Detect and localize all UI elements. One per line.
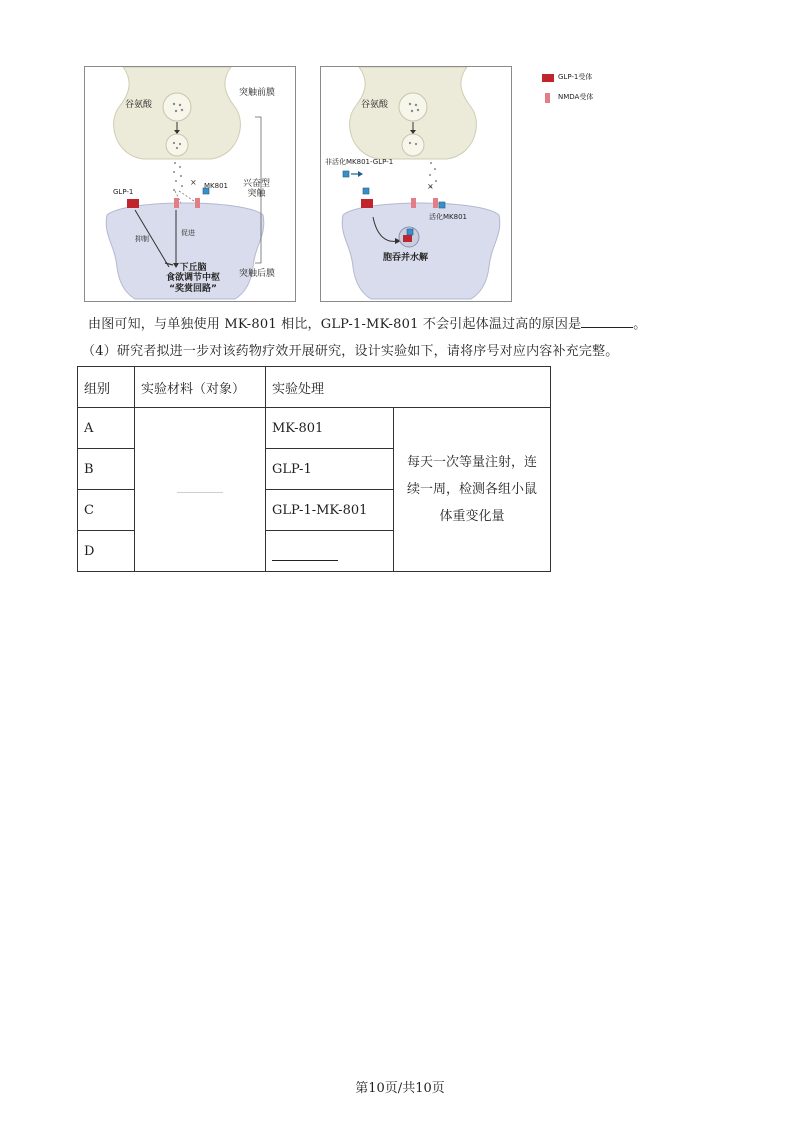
synapse-diagram-right [321, 67, 511, 301]
header-treatment: 实验处理 [266, 367, 551, 408]
legend-label: NMDA受体 [558, 93, 594, 101]
treatment-cell [266, 531, 394, 572]
active-mk801-label: 活化MK801 [429, 213, 467, 221]
figure-panel-left [84, 66, 296, 302]
header-group: 组别 [78, 367, 135, 408]
hypothalamus-label: 下丘脑 食欲调节中枢 “奖赏回路” [165, 263, 220, 294]
endocytosis-label: 胞吞并水解 [383, 253, 429, 263]
treatment-cell: MK-801 [266, 408, 394, 449]
glp1-label: GLP-1 [113, 188, 134, 196]
mk801-label: MK801 [204, 182, 228, 190]
treatment-cell: GLP-1-MK-801 [266, 490, 394, 531]
nmda-receptor-swatch-icon [545, 93, 550, 103]
svg-text:×: × [427, 182, 434, 191]
header-material: 实验材料（对象） [135, 367, 266, 408]
legend-label: GLP-1受体 [558, 73, 593, 81]
treatment-cell: GLP-1 [266, 449, 394, 490]
answer-blank[interactable] [581, 315, 633, 328]
group-cell: B [78, 449, 135, 490]
table-header-row [78, 367, 551, 408]
glp1-receptor-swatch-icon [542, 74, 554, 82]
postsynaptic-membrane-label: 突触后膜 [239, 269, 276, 279]
glutamate-label-right: 谷氨酸 [361, 100, 389, 110]
material-cell [135, 408, 266, 572]
promote-label: 促进 [181, 229, 195, 237]
question-4-line: （4）研究者拟进一步对该药物疗效开展研究，设计实验如下，请将序号对应内容补充完整。 [82, 344, 619, 359]
group-cell: A [78, 408, 135, 449]
inhibit-label: 抑制 [135, 235, 149, 243]
group-cell: D [78, 531, 135, 572]
figure-panel-right [320, 66, 512, 302]
experiment-table [77, 366, 551, 572]
group-cell: C [78, 490, 135, 531]
table-row [78, 408, 551, 449]
page-footer: 第10页/共10页 [355, 1081, 445, 1096]
presynaptic-membrane-label: 突触前膜 [239, 88, 276, 98]
inactive-conjugate-label: 非活化MK801-GLP-1 [325, 158, 394, 166]
glutamate-label: 谷氨酸 [125, 100, 153, 110]
excitatory-synapse-label: 兴奋型 突触 [243, 179, 271, 200]
material-blank[interactable] [177, 482, 223, 493]
svg-text:×: × [190, 178, 197, 187]
treatment-blank[interactable] [272, 546, 338, 561]
common-treatment-cell: 每天一次等量注射，连 续一周，检测各组小鼠 体重变化量 [394, 408, 551, 572]
question-3-line: 由图可知，与单独使用 MK-801 相比，GLP-1-MK-801 不会引起体温过高的原因是 。 [88, 317, 647, 332]
